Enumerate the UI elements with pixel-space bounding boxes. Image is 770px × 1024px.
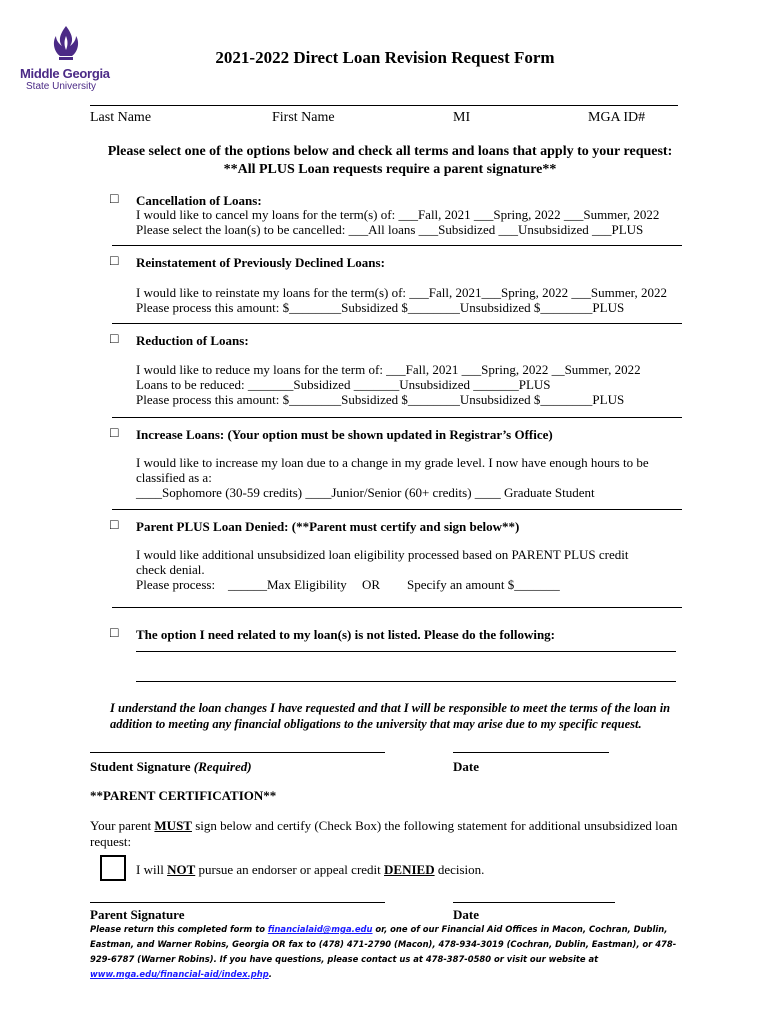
section-divider — [112, 245, 682, 246]
increase-line1: I would like to increase my loan due to a change in my grade level. I now have enough hours to be classified as a: — [136, 455, 649, 485]
student-date-line[interactable] — [453, 752, 609, 753]
mga-id-label: MGA ID# — [588, 110, 646, 125]
mi-label: MI — [453, 110, 471, 125]
parent-plus-or: OR — [362, 577, 381, 592]
parent-date-label: Date — [453, 907, 479, 922]
stmt-not: NOT — [167, 862, 196, 877]
reduction-line2: Loans to be reduced: _______Subsidized _______Unsubsidized _______PLUS — [136, 377, 551, 392]
parent-certify-checkbox[interactable] — [100, 855, 126, 881]
website-link[interactable]: www.mga.edu/financial-aid/index.php — [90, 969, 269, 979]
stmt-pre: I will — [136, 862, 168, 877]
section-divider — [112, 323, 682, 324]
parent-plus-line1: I would like additional unsubsidized loan eligibility processed based on PARENT PLUS credit check denial. — [136, 547, 629, 577]
footer-text-1: Please return this completed form to — [90, 924, 268, 934]
cancellation-line1: I would like to cancel my loans for the term(s) of: ___Fall, 2021 ___Spring, 2022 ___Summer, 2022 — [136, 207, 660, 222]
reduction-line3: Please process this amount: $________Subsidized $________Unsubsidized $________PLUS — [136, 392, 625, 407]
reinstatement-checkbox[interactable]: □ — [110, 254, 119, 269]
increase-checkbox[interactable]: □ — [110, 426, 119, 441]
form-title: 2021-2022 Direct Loan Revision Request Form — [215, 48, 555, 67]
student-signature-label — [90, 759, 252, 775]
parent-signature-line[interactable] — [90, 902, 385, 903]
footer-note — [90, 922, 690, 982]
instructions-line2: **All PLUS Loan requests require a parent signature** — [223, 162, 557, 177]
section-divider — [112, 417, 682, 418]
parent-plus-max: ______Max Eligibility — [228, 577, 347, 592]
parent-plus-specify: Specify an amount $_______ — [407, 577, 560, 592]
section-divider — [112, 509, 682, 510]
instructions-line1: Please select one of the options below and check all terms and loans that apply to your request: — [107, 144, 673, 159]
student-date-label: Date — [453, 759, 479, 774]
instructions — [90, 143, 690, 179]
logo-line1: Middle Georgia — [20, 66, 110, 81]
footer-text-3: . — [268, 969, 272, 979]
email-link[interactable]: financialaid@mga.edu — [267, 924, 373, 934]
reduction-heading: Reduction of Loans: — [136, 333, 249, 348]
parent-date-line[interactable] — [453, 902, 615, 903]
parent-plus-checkbox[interactable]: □ — [110, 518, 119, 533]
parent-statement — [136, 862, 484, 878]
increase-line2: ____Sophomore (30-59 credits) ____Junior/Senior (60+ credits) ____ Graduate Student — [136, 485, 595, 500]
increase-heading: Increase Loans: (Your option must be shown updated in Registrar’s Office) — [136, 427, 553, 442]
parent-certification-text — [90, 818, 680, 850]
parent-certification-heading: **PARENT CERTIFICATION** — [90, 788, 277, 803]
required-text: (Required) — [193, 759, 252, 774]
reinstatement-heading: Reinstatement of Previously Declined Loans: — [136, 255, 385, 270]
stmt-post: decision. — [434, 862, 485, 877]
cert-text-post: sign below and certify (Check Box) the following statement for additional unsubsidized loan request: — [90, 818, 678, 849]
section-divider — [112, 607, 682, 608]
parent-signature-label: Parent Signature — [90, 907, 185, 922]
parent-plus-process-label: Please process: — [136, 577, 216, 592]
understanding-statement: I understand the loan changes I have requested and that I will be responsible to meet the terms of the loan in addition to meeting any financial obligations to the university that may arise due to my specific request. — [110, 701, 671, 731]
name-entry-line[interactable] — [90, 105, 678, 106]
other-checkbox[interactable]: □ — [110, 626, 119, 641]
footer-text-2: or, one of our Financial Aid Offices in Macon, Cochran, Dublin, Eastman, and Warner Robins, Georgia OR fax to (478) 471-2790 (Macon), 478-934-3019 (Cochran, Dublin, Eastman), or 478-929-6787 (Warner Robins). If you have questions, please contact us at 478-387-0580 or visit our website at — [90, 924, 677, 964]
other-heading: The option I need related to my loan(s) is not listed. Please do the following: — [136, 627, 556, 642]
student-signature-text: Student Signature — [90, 759, 191, 774]
reinstatement-line2: Please process this amount: $________Subsidized $________Unsubsidized $________PLUS — [136, 300, 625, 315]
reduction-line1: I would like to reduce my loans for the term of: ___Fall, 2021 ___Spring, 2022 __Summer, 2022 — [136, 362, 641, 377]
cancellation-heading: Cancellation of Loans: — [136, 193, 262, 208]
student-signature-line[interactable] — [90, 752, 385, 753]
last-name-label: Last Name — [90, 110, 152, 125]
reduction-checkbox[interactable]: □ — [110, 332, 119, 347]
cancellation-checkbox[interactable]: □ — [110, 192, 119, 207]
other-entry-line-2[interactable] — [136, 681, 676, 682]
first-name-label: First Name — [272, 110, 335, 125]
cert-must: MUST — [154, 818, 192, 833]
cancellation-line2: Please select the loan(s) to be cancelled: ___All loans ___Subsidized ___Unsubsidized ___PLUS — [136, 222, 644, 237]
stmt-denied: DENIED — [384, 862, 435, 877]
cert-text-pre: Your parent — [90, 818, 155, 833]
parent-plus-heading: Parent PLUS Loan Denied: (**Parent must certify and sign below**) — [136, 519, 520, 534]
stmt-mid: pursue an endorser or appeal credit — [195, 862, 385, 877]
logo-line2: State University — [26, 81, 97, 92]
reinstatement-line1: I would like to reinstate my loans for the term(s) of: ___Fall, 2021___Spring, 2022 ___Summer, 2022 — [136, 285, 667, 300]
other-entry-line-1[interactable] — [136, 651, 676, 652]
